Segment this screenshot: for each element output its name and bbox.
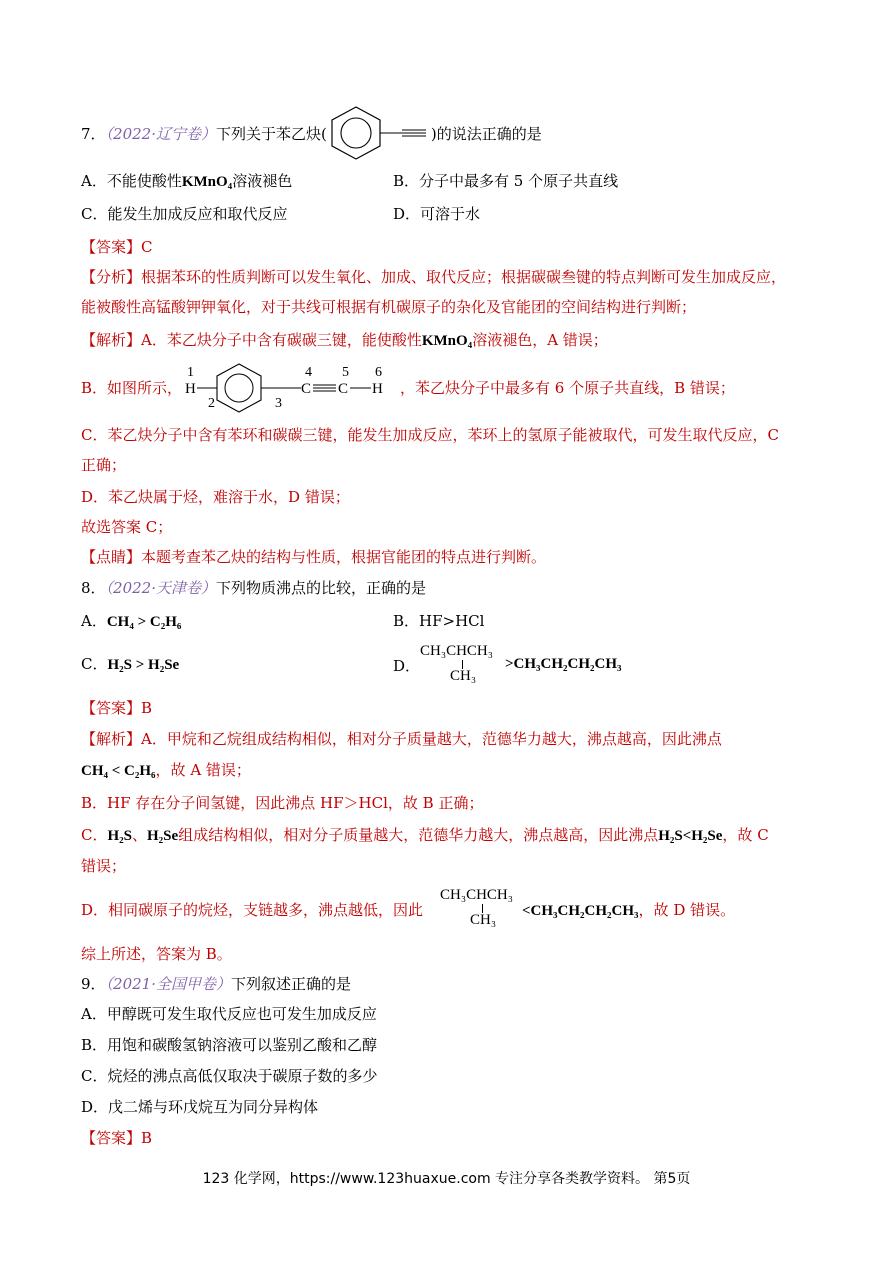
q9-option-d: D．戊二烯与环戊烷互为同分异构体 (81, 1098, 319, 1116)
q9-option-a: A．甲醇既可发生取代反应也可发生加成反应 (81, 1005, 377, 1023)
q8-summary: 综上所述，答案为 B。 (81, 945, 232, 963)
q8-exp-d-branch-bottom: CH₃ (470, 912, 497, 928)
q8-option-d-formula: >CH₃CH₂CH₂CH₃ (505, 656, 622, 672)
atom-c-4: C (301, 381, 312, 397)
q7-comment: 【点睛】本题考查苯乙炔的结构与性质，根据官能团的特点进行判断。 (81, 548, 547, 566)
q8-stem (81, 577, 426, 599)
q8-explanation-d-a: D．相同碳原子的烷烃，支链越多，沸点越低，因此 (81, 901, 424, 919)
q8-exp-d-branch-top: CH₃CHCH₃ (440, 887, 513, 903)
atom-number-3: 3 (275, 396, 282, 411)
q7-explanation-b-b: ，苯乙炔分子中最多有 6 个原子共直线，B 错误； (400, 379, 735, 397)
q9-answer: 【答案】B (81, 1129, 153, 1147)
q8-exp-c-formula-3: H₂S<H₂Se (658, 828, 723, 844)
q7-analysis-line2: 能被酸性高锰酸钾钾氧化，对于共线可根据有机碳原子的杂化及官能团的空间结构进行判断； (81, 298, 697, 316)
q8-exp-c-formula-1: H₂S (107, 828, 132, 844)
q8-stem-text: 下列物质沸点的比较，正确的是 (216, 579, 427, 597)
q7-option-a-label: A．不能使酸性 (81, 172, 182, 190)
q8-explanation-b: B．HF 存在分子间氢键，因此沸点 HF＞HCl，故 B 正确； (81, 794, 484, 812)
q7-explanation-c-line2: 正确； (81, 456, 127, 474)
q8-option-c-label: C． (81, 655, 108, 673)
atom-h-right: H (372, 381, 383, 397)
q7-option-a-formula: KMnO₄ (181, 174, 233, 190)
q8-explanation-a-line2 (81, 759, 251, 782)
atom-number-4: 4 (305, 365, 312, 380)
q8-exp-d-rest: ，故 D 错误。 (638, 901, 736, 919)
q8-option-a (81, 610, 181, 633)
q8-option-a-formula: CH₄ > C₂H₆ (106, 614, 182, 630)
atom-number-2: 2 (208, 396, 215, 411)
q8-source: （2022·天津卷） (105, 579, 216, 597)
q8-exp-c-formula-2: H₂Se (147, 828, 179, 844)
q7-option-a (81, 170, 292, 193)
q7-number: 7． (81, 125, 106, 143)
q8-exp-c-rest: ，故 C (722, 826, 769, 844)
numbered-phenylacetylene-diagram (181, 360, 401, 416)
atom-c-5: C (338, 381, 349, 397)
q9-stem (81, 973, 351, 995)
q8-option-d-branch-top: CH₃CHCH₃ (420, 643, 493, 659)
q7-stem-b: )的说法正确的是 (430, 125, 542, 143)
q8-explanation-d-b (522, 899, 735, 922)
q7-answer: 【答案】C (81, 238, 153, 256)
q8-explanation-a-line1: 【解析】A．甲烷和乙烷组成结构相似，相对分子质量越大，范德华力越大，沸点越高，因此沸点 (81, 730, 722, 748)
atom-number-1: 1 (187, 365, 194, 380)
atom-number-6: 6 (375, 365, 382, 380)
q9-option-c: C．烷烃的沸点高低仅取决于碳原子数的多少 (81, 1067, 378, 1085)
q7-option-a-rest: 溶液褪色 (232, 172, 293, 190)
atom-h-left: H (185, 381, 196, 397)
q8-option-c-formula: H₂S > H₂Se (107, 657, 180, 673)
q7-option-d: D．可溶于水 (393, 205, 481, 223)
q8-exp-a-rest: ，故 A 错误； (155, 761, 251, 779)
q8-option-d-branch-bottom: CH₃ (450, 668, 477, 684)
q8-option-c (81, 653, 179, 676)
q8-exp-d-formula: <CH₃CH₂CH₂CH₃ (522, 903, 639, 919)
q7-explanation-d: D．苯乙炔属于烃，难溶于水，D 错误； (81, 488, 350, 506)
q7-conclusion: 故选答案 C； (81, 518, 173, 536)
atom-number-5: 5 (342, 365, 349, 380)
q8-option-b: B．HF>HCl (393, 612, 485, 630)
q8-number: 8． (81, 579, 106, 597)
q7-analysis-line1: 【分析】根据苯环的性质判断可以发生氧化、加成、取代反应；根据碳碳叁键的特点判断可发生加成反应， (81, 268, 787, 286)
q7-exp-a-rest: 溶液褪色，A 错误； (472, 331, 608, 349)
q7-explanation-a (81, 329, 608, 352)
page-footer: 123 化学网，https://www.123huaxue.com 专注分享各类教学资料。 第5页 (202, 1171, 691, 1187)
q8-answer: 【答案】B (81, 699, 153, 717)
q9-number: 9． (81, 975, 106, 993)
q7-exp-a-text: 【解析】A．苯乙炔分子中含有碳碳三键，能使酸性 (81, 331, 422, 349)
q7-stem-a: 下列关于苯乙炔( (216, 125, 327, 143)
q7-option-c: C．能发生加成反应和取代反应 (81, 205, 288, 223)
q7-explanation-c-line1: C．苯乙炔分子中含有苯环和碳碳三键，能发生加成反应，苯环上的氢原子能被取代，可发生取代反应，C (81, 426, 779, 444)
phenylacetylene-skeletal-structure (320, 104, 430, 162)
q8-exp-c-label: C． (81, 826, 108, 844)
q8-explanation-c-line1 (81, 824, 769, 847)
q8-option-d-label: D． (393, 657, 421, 675)
q8-exp-a-formula: CH₄ < C₂H₆ (81, 763, 156, 779)
q9-option-b: B．用饱和碳酸氢钠溶液可以鉴别乙酸和乙醇 (81, 1036, 378, 1054)
q8-explanation-c-line2: 错误； (81, 857, 127, 875)
q7-option-b: B．分子中最多有 5 个原子共直线 (393, 172, 619, 190)
q8-exp-c-text: 组成结构相似，相对分子质量越大，范德华力越大，沸点越高，因此沸点 (178, 826, 659, 844)
q7-source: （2022·辽宁卷） (105, 125, 216, 143)
q8-option-a-label: A． (81, 612, 107, 630)
q9-source: （2021·全国甲卷） (105, 975, 231, 993)
q8-exp-c-sep: 、 (132, 826, 148, 844)
q9-stem-text: 下列叙述正确的是 (231, 975, 352, 993)
q7-exp-a-formula: KMnO₄ (421, 333, 473, 349)
q7-explanation-b-a: B．如图所示， (81, 379, 183, 397)
q7-stem (81, 123, 542, 145)
